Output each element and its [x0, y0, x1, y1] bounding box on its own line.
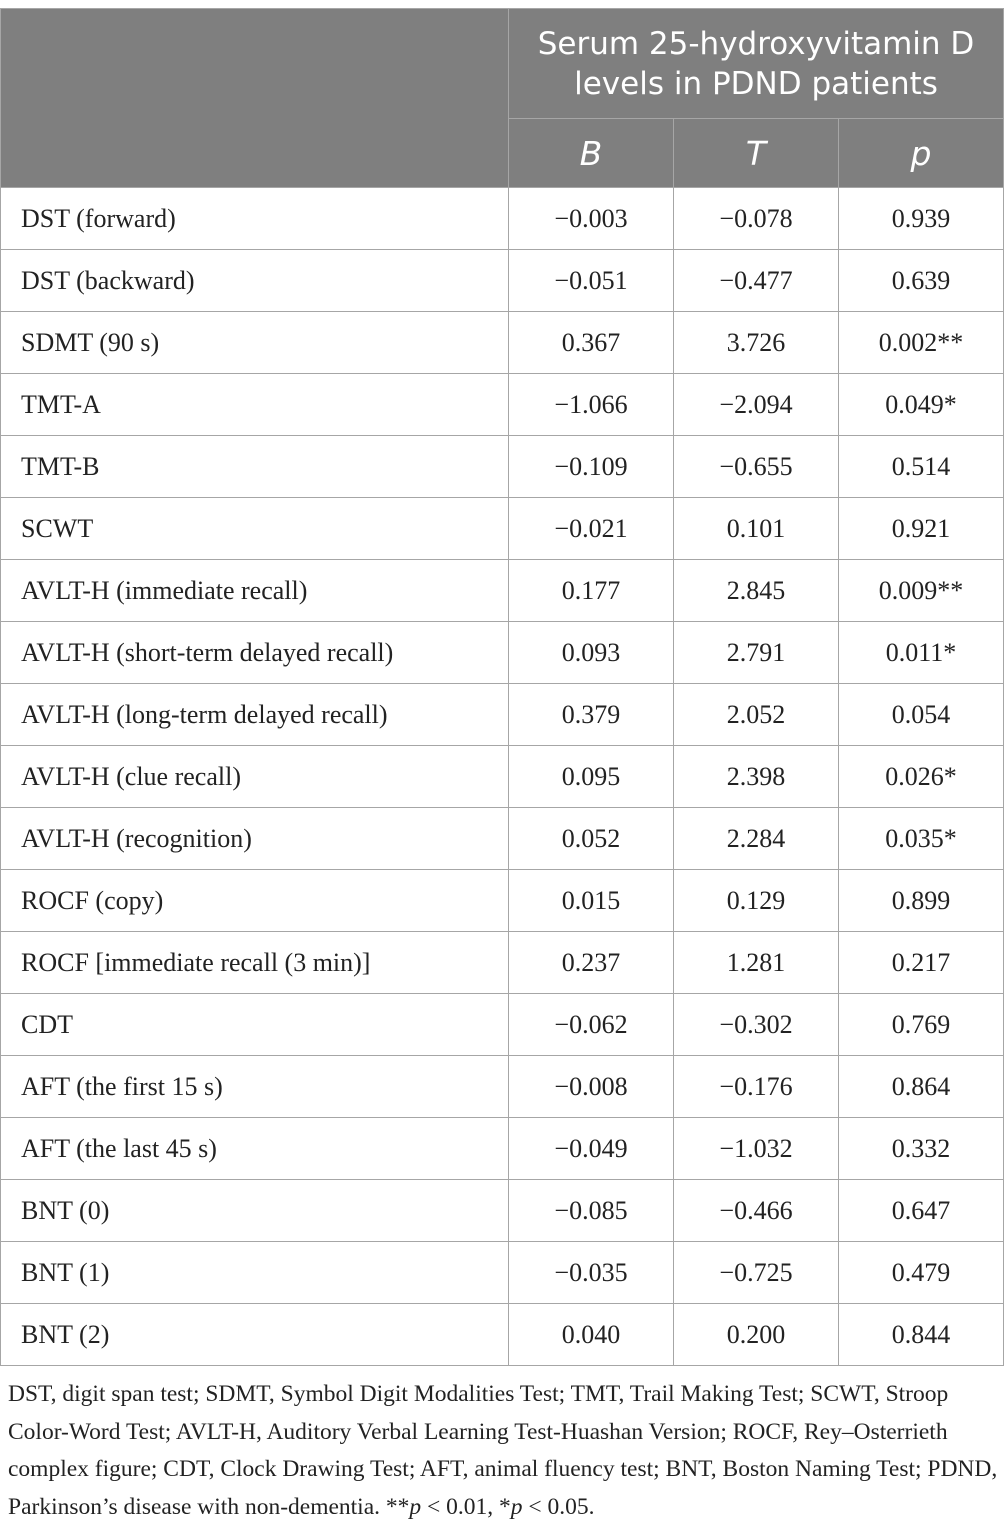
row-label: TMT-B: [1, 436, 509, 498]
table-row: [1, 622, 1004, 684]
row-label: AFT (the last 45 s): [1, 1118, 509, 1180]
cell-p: 0.332: [839, 1118, 1004, 1180]
cell-p: 0.769: [839, 994, 1004, 1056]
table-row: [1, 994, 1004, 1056]
header-row-group: [1, 9, 1004, 119]
cell-t: 3.726: [674, 312, 839, 374]
column-header-p: p: [839, 119, 1004, 188]
cell-t: 0.101: [674, 498, 839, 560]
cell-p: 0.026*: [839, 746, 1004, 808]
footnote-sig1-stars: **: [385, 1493, 410, 1520]
cell-b: 0.237: [509, 932, 674, 994]
cell-t: −0.725: [674, 1242, 839, 1304]
cell-t: 2.398: [674, 746, 839, 808]
cell-p: 0.035*: [839, 808, 1004, 870]
cell-b: 0.367: [509, 312, 674, 374]
table-row: [1, 1304, 1004, 1366]
table-row: [1, 498, 1004, 560]
cell-p: 0.011*: [839, 622, 1004, 684]
header-empty-corner: [1, 9, 509, 188]
table-row: [1, 312, 1004, 374]
row-label: SDMT (90 s): [1, 312, 509, 374]
cell-p: 0.921: [839, 498, 1004, 560]
row-label: DST (backward): [1, 250, 509, 312]
cell-p: 0.054: [839, 684, 1004, 746]
table-row: [1, 1180, 1004, 1242]
row-label: AVLT-H (immediate recall): [1, 560, 509, 622]
cell-b: −0.049: [509, 1118, 674, 1180]
row-label: ROCF [immediate recall (3 min)]: [1, 932, 509, 994]
table-row: [1, 436, 1004, 498]
cell-b: −0.003: [509, 188, 674, 250]
cell-t: −0.466: [674, 1180, 839, 1242]
table-row: [1, 1056, 1004, 1118]
results-table: [0, 8, 1004, 1366]
row-label: BNT (2): [1, 1304, 509, 1366]
table-row: [1, 870, 1004, 932]
cell-t: −0.078: [674, 188, 839, 250]
cell-t: 2.791: [674, 622, 839, 684]
row-label: CDT: [1, 994, 509, 1056]
cell-t: −2.094: [674, 374, 839, 436]
row-label: TMT-A: [1, 374, 509, 436]
cell-p: 0.939: [839, 188, 1004, 250]
table-row: [1, 188, 1004, 250]
cell-b: −0.085: [509, 1180, 674, 1242]
table-row: [1, 374, 1004, 436]
row-label: ROCF (copy): [1, 870, 509, 932]
cell-p: 0.639: [839, 250, 1004, 312]
column-header-b: B: [509, 119, 674, 188]
cell-t: 2.284: [674, 808, 839, 870]
row-label: SCWT: [1, 498, 509, 560]
table-row: [1, 250, 1004, 312]
cell-p: 0.049*: [839, 374, 1004, 436]
cell-p: 0.864: [839, 1056, 1004, 1118]
cell-t: −0.302: [674, 994, 839, 1056]
table-row: [1, 746, 1004, 808]
cell-b: −0.109: [509, 436, 674, 498]
cell-t: −0.176: [674, 1056, 839, 1118]
table-footnote: [8, 1376, 998, 1526]
table-row: [1, 560, 1004, 622]
cell-t: −0.477: [674, 250, 839, 312]
row-label: BNT (1): [1, 1242, 509, 1304]
table-row: [1, 1242, 1004, 1304]
cell-p: 0.479: [839, 1242, 1004, 1304]
header-group-title: Serum 25-hydroxyvitamin D levels in PDND patients: [509, 9, 1004, 119]
row-label: AVLT-H (long-term delayed recall): [1, 684, 509, 746]
cell-b: −0.008: [509, 1056, 674, 1118]
cell-b: −1.066: [509, 374, 674, 436]
cell-t: 0.200: [674, 1304, 839, 1366]
cell-t: −1.032: [674, 1118, 839, 1180]
cell-p: 0.009**: [839, 560, 1004, 622]
cell-t: −0.655: [674, 436, 839, 498]
table-row: [1, 932, 1004, 994]
footnote-sig1-var: p: [409, 1493, 422, 1520]
cell-p: 0.514: [839, 436, 1004, 498]
cell-p: 0.647: [839, 1180, 1004, 1242]
cell-p: 0.844: [839, 1304, 1004, 1366]
cell-p: 0.002**: [839, 312, 1004, 374]
table-body: [1, 188, 1004, 1366]
cell-b: −0.051: [509, 250, 674, 312]
cell-t: 1.281: [674, 932, 839, 994]
cell-b: −0.021: [509, 498, 674, 560]
cell-b: 0.379: [509, 684, 674, 746]
table-row: [1, 808, 1004, 870]
footnote-sig2-var: p: [510, 1493, 523, 1520]
cell-t: 2.845: [674, 560, 839, 622]
footnote-abbreviations: DST, digit span test; SDMT, Symbol Digit Modalities Test; TMT, Trail Making Test; SCWT, Stroop Color-Word Test; AVLT-H, Auditory Verbal Learning Test-Huashan Version; ROCF, Rey–Osterrieth complex figure; CDT, Clock Drawing Test; AFT, animal fluency test; BNT, Boston Naming Test; PDND, Parkinson’s disease with non-dementia.: [8, 1381, 998, 1520]
footnote-sig2-stars: *: [499, 1493, 511, 1520]
column-header-t: T: [674, 119, 839, 188]
cell-p: 0.217: [839, 932, 1004, 994]
row-label: AFT (the first 15 s): [1, 1056, 509, 1118]
table-row: [1, 684, 1004, 746]
cell-b: 0.052: [509, 808, 674, 870]
cell-t: 2.052: [674, 684, 839, 746]
cell-b: 0.015: [509, 870, 674, 932]
cell-b: 0.177: [509, 560, 674, 622]
row-label: AVLT-H (clue recall): [1, 746, 509, 808]
footnote-sig1-rest: < 0.01,: [421, 1493, 500, 1520]
cell-b: 0.095: [509, 746, 674, 808]
row-label: DST (forward): [1, 188, 509, 250]
row-label: AVLT-H (short-term delayed recall): [1, 622, 509, 684]
footnote-sig2-rest: < 0.05.: [522, 1493, 595, 1520]
row-label: AVLT-H (recognition): [1, 808, 509, 870]
cell-t: 0.129: [674, 870, 839, 932]
cell-b: 0.040: [509, 1304, 674, 1366]
table-row: [1, 1118, 1004, 1180]
cell-b: 0.093: [509, 622, 674, 684]
cell-b: −0.035: [509, 1242, 674, 1304]
cell-p: 0.899: [839, 870, 1004, 932]
row-label: BNT (0): [1, 1180, 509, 1242]
cell-b: −0.062: [509, 994, 674, 1056]
